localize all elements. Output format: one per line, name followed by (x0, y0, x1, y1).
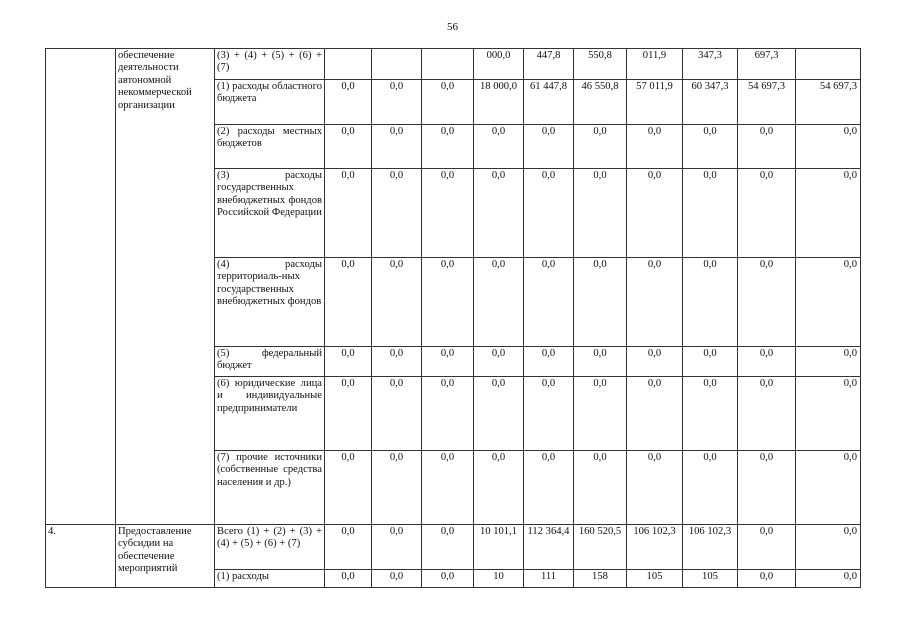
value-cell: 0,0 (574, 258, 627, 347)
value-cell: 0,0 (683, 377, 738, 451)
value-cell: 0,0 (683, 125, 738, 169)
value-cell: 0,0 (325, 525, 372, 570)
value-cell: 0,0 (738, 377, 796, 451)
value-cell: 0,0 (422, 451, 474, 525)
value-cell: 0,0 (372, 570, 422, 588)
value-cell: 347,3 (683, 49, 738, 80)
value-cell: 0,0 (738, 125, 796, 169)
value-cell: 0,0 (372, 525, 422, 570)
funding-source-cell: (1) расходы (215, 570, 325, 588)
funding-source-cell: Всего (1) + (2) + (3) + (4) + (5) + (6) + (7) (215, 525, 325, 570)
value-cell: 0,0 (325, 258, 372, 347)
value-cell: 105 (683, 570, 738, 588)
value-cell: 000,0 (474, 49, 524, 80)
value-cell: 105 (627, 570, 683, 588)
value-cell: 106 102,3 (683, 525, 738, 570)
value-cell: 0,0 (796, 347, 861, 377)
measure-name-cell: Предоставление субсидии на обеспечение мероприятий (116, 525, 215, 588)
value-cell: 0,0 (524, 347, 574, 377)
value-cell: 0,0 (325, 570, 372, 588)
value-cell: 0,0 (683, 451, 738, 525)
funding-source-cell: (7) прочие источники (собственные средства населения и др.) (215, 451, 325, 525)
value-cell: 0,0 (524, 169, 574, 258)
value-cell: 0,0 (796, 451, 861, 525)
value-cell: 0,0 (325, 80, 372, 125)
value-cell: 0,0 (796, 377, 861, 451)
value-cell: 0,0 (325, 169, 372, 258)
value-cell: 0,0 (474, 451, 524, 525)
value-cell: 0,0 (325, 377, 372, 451)
value-cell: 0,0 (524, 125, 574, 169)
value-cell: 10 101,1 (474, 525, 524, 570)
funding-source-cell: (6) юридические лица и индивидуальные предприниматели (215, 377, 325, 451)
value-cell: 0,0 (422, 125, 474, 169)
value-cell: 697,3 (738, 49, 796, 80)
value-cell: 54 697,3 (796, 80, 861, 125)
value-cell: 0,0 (738, 347, 796, 377)
value-cell: 0,0 (574, 451, 627, 525)
value-cell: 0,0 (422, 80, 474, 125)
value-cell: 0,0 (372, 125, 422, 169)
value-cell: 0,0 (738, 169, 796, 258)
value-cell: 0,0 (627, 125, 683, 169)
value-cell: 0,0 (738, 451, 796, 525)
value-cell: 57 011,9 (627, 80, 683, 125)
value-cell: 0,0 (627, 347, 683, 377)
value-cell: 0,0 (627, 451, 683, 525)
value-cell: 112 364,4 (524, 525, 574, 570)
value-cell: 0,0 (796, 258, 861, 347)
value-cell: 18 000,0 (474, 80, 524, 125)
value-cell: 0,0 (474, 125, 524, 169)
value-cell: 0,0 (627, 377, 683, 451)
value-cell: 46 550,8 (574, 80, 627, 125)
value-cell: 0,0 (627, 169, 683, 258)
value-cell: 106 102,3 (627, 525, 683, 570)
value-cell: 011,9 (627, 49, 683, 80)
value-cell: 0,0 (738, 258, 796, 347)
value-cell: 0,0 (325, 125, 372, 169)
value-cell: 0,0 (372, 80, 422, 125)
value-cell: 0,0 (738, 525, 796, 570)
budget-table (45, 48, 861, 588)
value-cell: 0,0 (627, 258, 683, 347)
value-cell: 0,0 (524, 258, 574, 347)
row-number-cell (46, 49, 116, 525)
value-cell (422, 49, 474, 80)
value-cell: 0,0 (574, 169, 627, 258)
funding-source-cell: (4) расходы территориаль-ных государственных внебюджетных фондов (215, 258, 325, 347)
value-cell: 0,0 (796, 525, 861, 570)
value-cell: 0,0 (422, 258, 474, 347)
value-cell: 0,0 (422, 347, 474, 377)
value-cell: 0,0 (372, 451, 422, 525)
value-cell: 61 447,8 (524, 80, 574, 125)
value-cell (372, 49, 422, 80)
value-cell: 0,0 (372, 377, 422, 451)
value-cell: 0,0 (474, 169, 524, 258)
value-cell: 0,0 (574, 347, 627, 377)
value-cell: 0,0 (474, 258, 524, 347)
value-cell: 0,0 (574, 377, 627, 451)
value-cell (796, 49, 861, 80)
value-cell: 447,8 (524, 49, 574, 80)
funding-source-cell: (3) расходы государственных внебюджетных фондов Российской Федерации (215, 169, 325, 258)
value-cell: 54 697,3 (738, 80, 796, 125)
value-cell: 0,0 (738, 570, 796, 588)
value-cell: 0,0 (422, 570, 474, 588)
funding-source-cell: (5) федеральный бюджет (215, 347, 325, 377)
value-cell: 160 520,5 (574, 525, 627, 570)
value-cell: 0,0 (372, 347, 422, 377)
value-cell: 0,0 (325, 347, 372, 377)
row-number-cell: 4. (46, 525, 116, 588)
page-number: 56 (447, 21, 458, 33)
value-cell: 0,0 (683, 258, 738, 347)
value-cell: 0,0 (683, 169, 738, 258)
value-cell: 0,0 (574, 125, 627, 169)
value-cell (325, 49, 372, 80)
value-cell: 0,0 (422, 377, 474, 451)
value-cell: 0,0 (372, 258, 422, 347)
table-row (46, 525, 861, 570)
value-cell: 0,0 (796, 169, 861, 258)
value-cell: 158 (574, 570, 627, 588)
value-cell: 0,0 (524, 451, 574, 525)
table-row (46, 49, 861, 80)
value-cell: 0,0 (422, 525, 474, 570)
value-cell: 0,0 (325, 451, 372, 525)
funding-source-cell: (2) расходы местных бюджетов (215, 125, 325, 169)
funding-source-cell: (3) + (4) + (5) + (6) + (7) (215, 49, 325, 80)
value-cell: 0,0 (474, 347, 524, 377)
value-cell: 111 (524, 570, 574, 588)
funding-source-cell: (1) расходы областного бюджета (215, 80, 325, 125)
value-cell: 0,0 (683, 347, 738, 377)
value-cell: 0,0 (422, 169, 474, 258)
value-cell: 60 347,3 (683, 80, 738, 125)
value-cell: 0,0 (796, 125, 861, 169)
value-cell: 0,0 (372, 169, 422, 258)
value-cell: 550,8 (574, 49, 627, 80)
measure-name-cell: обеспечение деятельности автономной некоммерческой организации (116, 49, 215, 525)
value-cell: 0,0 (796, 570, 861, 588)
value-cell: 10 (474, 570, 524, 588)
value-cell: 0,0 (524, 377, 574, 451)
value-cell: 0,0 (474, 377, 524, 451)
